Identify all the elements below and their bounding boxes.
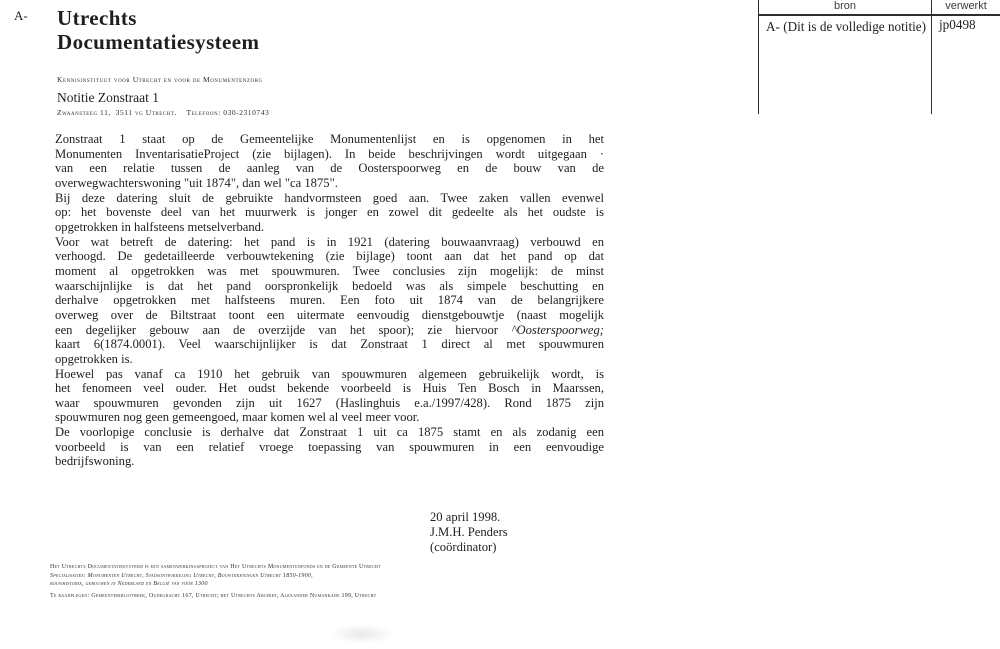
body-line-segment: ^Oosterspoorweg; — [511, 322, 604, 337]
body-line: het fenomeen veel ouder. Het oudst bekende voorbeeld is Huis Ten Bosch in Maarssen, — [55, 381, 604, 396]
table-header-bron: bron — [833, 0, 857, 12]
body-line: Zonstraat 1 staat op de Gemeentelijke Monumentenlijst en is opgenomen in het — [55, 132, 604, 146]
letterhead-title-line1: Utrechts — [57, 6, 137, 30]
registration-table — [758, 0, 1000, 114]
body-line: moment al opgetrokken was met spouwmuren. Twee conclusies zijn mogelijk: de minst — [55, 263, 604, 278]
table-cell-verwerkt: jp0498 — [939, 17, 976, 32]
body-line: van een relatie tussen de aanleg van de Oosterspoorweg en de bouw van de — [55, 161, 604, 176]
note-title: Notitie Zonstraat 1 — [57, 90, 159, 105]
body-line: opgetrokken in halfsteens metselverband. — [55, 219, 265, 234]
body-line: De voorlopige conclusie is derhalve dat Zonstraat 1 uit ca 1875 stamt en als zodanig een — [55, 425, 604, 440]
body-line: derhalve opgetrokken met halfsteens muren. Een foto uit 1874 van de belangrijkere — [55, 293, 604, 308]
scan-smudge — [330, 624, 394, 644]
body-line: verhoogd. De gedetailleerde verbouwtekening (zie bijlage) toont aan dat het pand op dat — [55, 249, 604, 264]
letterhead-title — [57, 6, 259, 54]
body-line: kaart 6(1874.0001). Veel waarschijnlijker is dat Zonstraat 1 direct al met spouwmuren — [55, 337, 604, 352]
body-line-segment: een degelijker gebouw aan de overzijde van het spoor); zie hiervoor — [55, 322, 512, 337]
body-line: voorbeeld is van een relatief vroege toepassing van spouwmuren in een eenvoudige — [55, 439, 604, 454]
signature-name: J.M.H. Penders — [430, 525, 508, 540]
body-line: overwegwachterswoning "uit 1874", dan wel "ca 1875". — [55, 175, 338, 190]
letterhead-institute-line: Kennisinstituut voor Utrecht en voor de Monumentenzorg — [57, 75, 263, 84]
margin-annotation: A- — [14, 8, 28, 23]
signature-block — [430, 510, 508, 556]
body-line: spouwmuren nog geen gemeengoed, maar komen wel al veel meer voor. — [55, 410, 420, 425]
footer-fineprint — [50, 563, 381, 600]
body-line: Hoewel pas vanaf ca 1910 het gebruik van spouwmuren algemeen gebruikelijk wordt, is — [55, 366, 604, 381]
note-body — [55, 132, 604, 469]
signature-date: 20 april 1998. — [430, 510, 501, 524]
body-line: Voor wat betreft de datering: het pand is in 1921 (datering bouwaanvraag) verbouwd en — [55, 234, 604, 249]
body-line: Bij deze datering sluit de gebruikte handvormsteen goed aan. Twee zaken vallen evenwel — [55, 190, 604, 205]
body-line: overweg over de Biltstraat toont een uitermate eenvoudig dienstgebouwtje (naast mogelijk — [55, 307, 604, 322]
table-header-rule — [759, 14, 1000, 16]
body-line: Monumenten InventarisatieProject (zie bijlagen). In beide beschrijvingen wordt uitgegaan · — [55, 146, 604, 161]
body-line — [55, 323, 604, 338]
body-line: bedrijfswoning. — [55, 454, 135, 469]
footer-line: bouwhistorie, gebouwen in Nederland en België van vóór 1300 — [50, 581, 208, 588]
footer-line: Het Utrechts Documentatiesysteem is een samenwerkingsproject van Het Utrechts Monumentenfonds en de Gemeente Utrecht — [50, 564, 381, 570]
letterhead-address-line: Zwaansteeg 11, 3511 vg Utrecht. Telefoon: 030-2310743 — [57, 108, 270, 117]
body-line: waar spouwmuren gevonden zijn uit 1627 (Haslinghuis e.a./1997/428). Rond 1875 zijn — [55, 395, 604, 410]
footer-line: Te raadplegen: Gemeentebibliotheek, Oudegracht 167, Utrecht; het Utrechts Archief, Alexander Numankade 199, Utrecht — [50, 592, 377, 599]
signature-role: (coördinator) — [430, 540, 497, 555]
table-cell-bron: A- (Dit is de volledige notitie) — [766, 19, 927, 34]
letterhead-title-line2: Documentatiesysteem — [57, 30, 260, 54]
table-header-verwerkt: verwerkt — [945, 0, 987, 12]
body-line: waarschijnlijke is dat het pand oorspronkelijk bedoeld was als simpele beschutting en — [55, 278, 604, 293]
body-line: op: het bovenste deel van het muurwerk is jonger en zowel dit gedeelte als het oudste is — [55, 205, 604, 220]
body-line: opgetrokken is. — [55, 351, 133, 366]
footer-line: Specialisaties: Monumenten Utrecht, Stadsontwikkeling Utrecht, Bouwtekeningen Utrecht 1850-1900, — [50, 572, 313, 579]
